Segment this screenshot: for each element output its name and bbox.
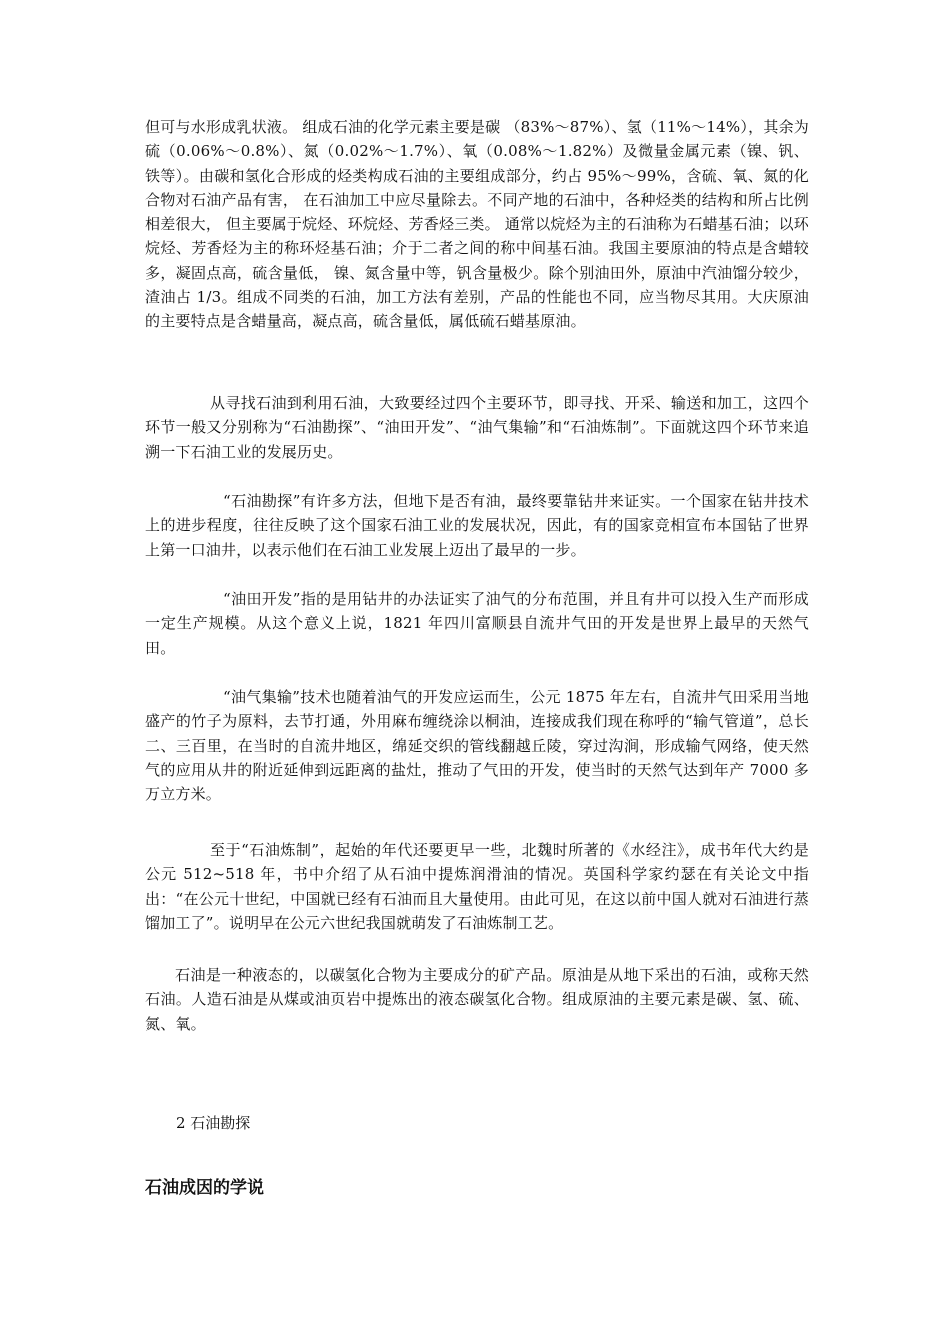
paragraph-definition: 石油是一种液态的，以碳氢化合物为主要成分的矿产品。原油是从地下采出的石油，或称天然石油。人造石油是从煤或油页岩中提炼出的液态碳氢化合物。组成原油的主要元素是碳、氢、硫、氮、氧。 bbox=[145, 966, 809, 1033]
paragraph-gathering: “油气集输”技术也随着油气的开发应运而生，公元 1875 年左右，自流井气田采用当地盛产的竹子为原料，去节打通，外用麻布缠绕涂以桐油，连接成我们现在称呼的“输气管道”，总长二、三百里，在当时的自流井地区，绵延交织的管线翻越丘陵，穿过沟涧，形成输气网络，使天然气的应用从井的附近延伸到远距离的盐灶，推动了气田的开发，使当时的天然气达到年产 7000 多万立方米。 bbox=[145, 688, 809, 804]
paragraph-development: “油田开发”指的是用钻井的办法证实了油气的分布范围，并且有井可以投入生产而形成一定生产规模。从这个意义上说，1821 年四川富顺县自流井气田的开发是世界上最早的天然气田。 bbox=[145, 590, 809, 657]
paragraph-composition: 但可与水形成乳状液。 组成石油的化学元素主要是碳 （83%～87%）、氢（11%～14%），其余为硫（0.06%～0.8%）、氮（0.02%～1.7%）、氧（0.08%～1.82%）及微量金属元素（镍、钒、铁等）。由碳和氢化合形成的烃类构成石油的主要组成部分，约占 95%～99%，含硫、氧、氮的化合物对石油产品有害， 在石油加工中应尽量除去。不同产地的石油中，各种烃类的结构和所占比例相差很大， 但主要属于烷烃、环烷烃、芳香烃三类。 通常以烷烃为主的石油称为石蜡基石油；以环烷烃、芳香烃为主的称环烃基石油；介于二者之间的称中间基石油。我国主要原油的特点是含蜡较多，凝固点高，硫含量低， 镍、氮含量中等，钒含量极少。除个别油田外，原油中汽油馏分较少，渣油占 1/3。组成不同类的石油，加工方法有差别，产品的性能也不同，应当物尽其用。大庆原油的主要特点是含蜡量高，凝点高，硫含量低，属低硫石蜡基原油。 bbox=[145, 118, 809, 331]
paragraph-refining: 至于“石油炼制”，起始的年代还要更早一些，北魏时所著的《水经注》，成书年代大约是公元 512~518 年，书中介绍了从石油中提炼润滑油的情况。英国科学家约瑟在有关论文中指出：“在公元十世纪，中国就已经有石油而且大量使用。由此可见，在这以前中国人就对石油进行蒸馏加工了”。说明早在公元六世纪我国就萌发了石油炼制工艺。 bbox=[145, 841, 809, 932]
section-title: 石油成因的学说 bbox=[145, 1178, 264, 1198]
paragraph-exploration: “石油勘探”有许多方法，但地下是否有油，最终要靠钻井来证实。一个国家在钻井技术上的进步程度，往往反映了这个国家石油工业的发展状况，因此，有的国家竞相宣布本国钻了世界上第一口油井，以表示他们在石油工业发展上迈出了最早的一步。 bbox=[145, 492, 809, 559]
paragraph-four-stages: 从寻找石油到利用石油，大致要经过四个主要环节，即寻找、开采、输送和加工，这四个环节一般又分别称为“石油勘探”、“油田开发”、“油气集输”和“石油炼制”。下面就这四个环节来追溯一下石油工业的发展历史。 bbox=[145, 394, 809, 461]
section-number-heading: 2 石油勘探 bbox=[176, 1114, 251, 1132]
